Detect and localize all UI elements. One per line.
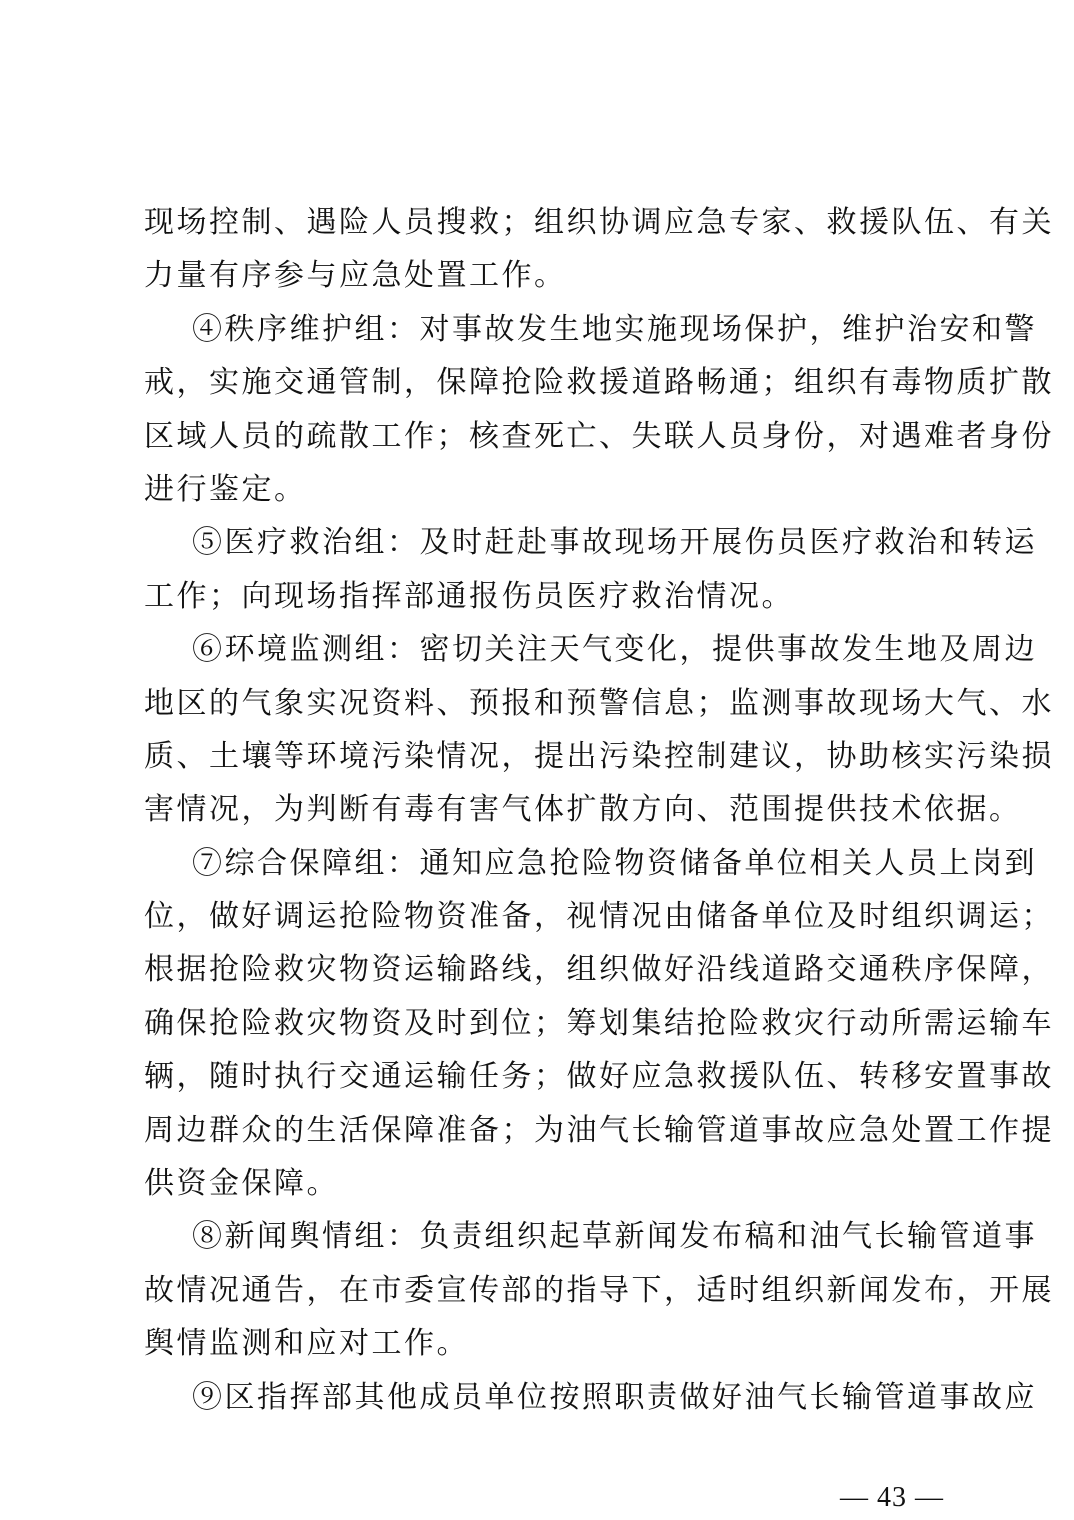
text-line: ⑥环境监测组：密切关注天气变化，提供事故发生地及周边 bbox=[192, 632, 1037, 668]
text-line: 力量有序参与应急处置工作。 bbox=[144, 258, 567, 294]
text-line: ④秩序维护组：对事故发生地实施现场保护，维护治安和警 bbox=[192, 311, 1037, 347]
text-line: 故情况通告，在市委宣传部的指导下，适时组织新闻发布，开展 bbox=[144, 1272, 1054, 1308]
text-line: 害情况，为判断有毒有害气体扩散方向、范围提供技术依据。 bbox=[144, 792, 1022, 828]
text-line: 确保抢险救灾物资及时到位；筹划集结抢险救灾行动所需运输车 bbox=[144, 1005, 1054, 1041]
text-line: ⑤医疗救治组：及时赶赴事故现场开展伤员医疗救治和转运 bbox=[192, 525, 1037, 561]
page-number: — 43 — bbox=[840, 1482, 944, 1513]
text-line: 位，做好调运抢险物资准备，视情况由储备单位及时组织调运； bbox=[144, 899, 1054, 935]
text-line: 根据抢险救灾物资运输路线，组织做好沿线道路交通秩序保障， bbox=[144, 952, 1054, 988]
text-line: 舆情监测和应对工作。 bbox=[144, 1326, 469, 1362]
text-line: ⑧新闻舆情组：负责组织起草新闻发布稿和油气长输管道事 bbox=[192, 1219, 1037, 1255]
text-line: 周边群众的生活保障准备；为油气长输管道事故应急处置工作提 bbox=[144, 1112, 1054, 1148]
text-line: ⑨区指挥部其他成员单位按照职责做好油气长输管道事故应 bbox=[192, 1379, 1037, 1415]
text-line: 辆，随时执行交通运输任务；做好应急救援队伍、转移安置事故 bbox=[144, 1059, 1054, 1095]
text-line: 地区的气象实况资料、预报和预警信息；监测事故现场大气、水 bbox=[144, 685, 1054, 721]
text-line: 进行鉴定。 bbox=[144, 471, 307, 507]
text-line: 区域人员的疏散工作；核查死亡、失联人员身份，对遇难者身份 bbox=[144, 418, 1054, 454]
text-line: 现场控制、遇险人员搜救；组织协调应急专家、救援队伍、有关 bbox=[144, 205, 1054, 240]
text-line: 工作；向现场指挥部通报伤员医疗救治情况。 bbox=[144, 578, 794, 614]
text-line: ⑦综合保障组：通知应急抢险物资储备单位相关人员上岗到 bbox=[192, 845, 1037, 881]
text-line: 戒，实施交通管制，保障抢险救援道路畅通；组织有毒物质扩散 bbox=[144, 365, 1054, 401]
text-line: 供资金保障。 bbox=[144, 1166, 339, 1202]
body-text bbox=[144, 196, 1054, 1424]
text-line: 质、土壤等环境污染情况，提出污染控制建议，协助核实污染损 bbox=[144, 738, 1054, 774]
